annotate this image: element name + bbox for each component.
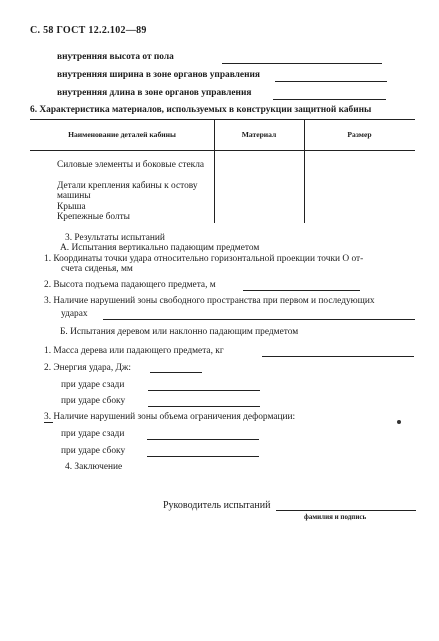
b3-underline: [44, 422, 53, 423]
width-label: внутренняя ширина в зоне органов управления: [57, 70, 260, 80]
b3-rear-fill-line: [147, 439, 259, 440]
section4-title: 4. Заключение: [65, 462, 123, 472]
item2-label: 2. Высота подъема падающего предмета, м: [44, 280, 216, 290]
b1-fill-line: [262, 356, 414, 357]
b3-label: 3. Наличие нарушений зоны объема ограничения деформации:: [44, 412, 296, 422]
b2-label: 2. Энергия удара, Дж:: [44, 363, 131, 373]
length-fill-line: [273, 99, 386, 100]
table-row-4: Крепежные болты: [57, 212, 130, 222]
length-label: внутренняя длина в зоне органов управления: [57, 88, 252, 98]
signature-caption: фамилия и подпись: [304, 513, 367, 521]
b2-rear-label: при ударе сзади: [61, 380, 125, 390]
section3-title: 3. Результаты испытаний: [65, 233, 165, 243]
table-row-3: Крыша: [57, 202, 86, 212]
b2-side-fill-line: [148, 406, 260, 407]
item2-fill-line: [243, 290, 360, 291]
item1-line1: 1. Координаты точки удара относительно горизонтальной проекции точки О от-: [44, 254, 364, 264]
table-top-rule: [30, 119, 415, 120]
item1-line2: счета сиденья, мм: [61, 264, 133, 274]
item3-fill-line: [103, 319, 415, 320]
section3-subA: А. Испытания вертикально падающим предметом: [60, 243, 260, 253]
b1-label: 1. Масса дерева или падающего предмета, кг: [44, 346, 224, 356]
item3-line2: ударах: [61, 309, 88, 319]
margin-dot-icon: [397, 420, 401, 424]
table-header-rule: [30, 150, 415, 151]
item3-line1: 3. Наличие нарушений зоны свободного пространства при первом и последующих: [44, 296, 375, 306]
section6-title: 6. Характеристика материалов, используемых в конструкции защитной кабины: [30, 105, 372, 115]
width-fill-line: [275, 81, 387, 82]
signature-label: Руководитель испытаний: [163, 500, 271, 511]
height-fill-line: [222, 63, 382, 64]
b2-fill-line: [150, 372, 202, 373]
section3-subB: Б. Испытания деревом или наклонно падающим предметом: [60, 327, 299, 337]
height-label: внутренняя высота от пола: [57, 52, 174, 62]
b2-rear-fill-line: [148, 390, 260, 391]
signature-fill-line: [276, 510, 416, 511]
page-header: С. 58 ГОСТ 12.2.102—89: [30, 25, 147, 36]
table-header-material: Материал: [241, 130, 277, 139]
table-row-2: Детали крепления кабины к остову машины: [57, 181, 198, 201]
b2-side-label: при ударе сбоку: [61, 396, 126, 406]
b3-rear-label: при ударе сзади: [61, 429, 125, 439]
table-header-name: Наименование деталей кабины: [68, 130, 176, 139]
b3-side-fill-line: [147, 456, 259, 457]
table-row-1: Силовые элементы и боковые стекла: [57, 160, 205, 170]
b3-side-label: при ударе сбоку: [61, 446, 126, 456]
table-header-size: Размер: [347, 130, 372, 139]
